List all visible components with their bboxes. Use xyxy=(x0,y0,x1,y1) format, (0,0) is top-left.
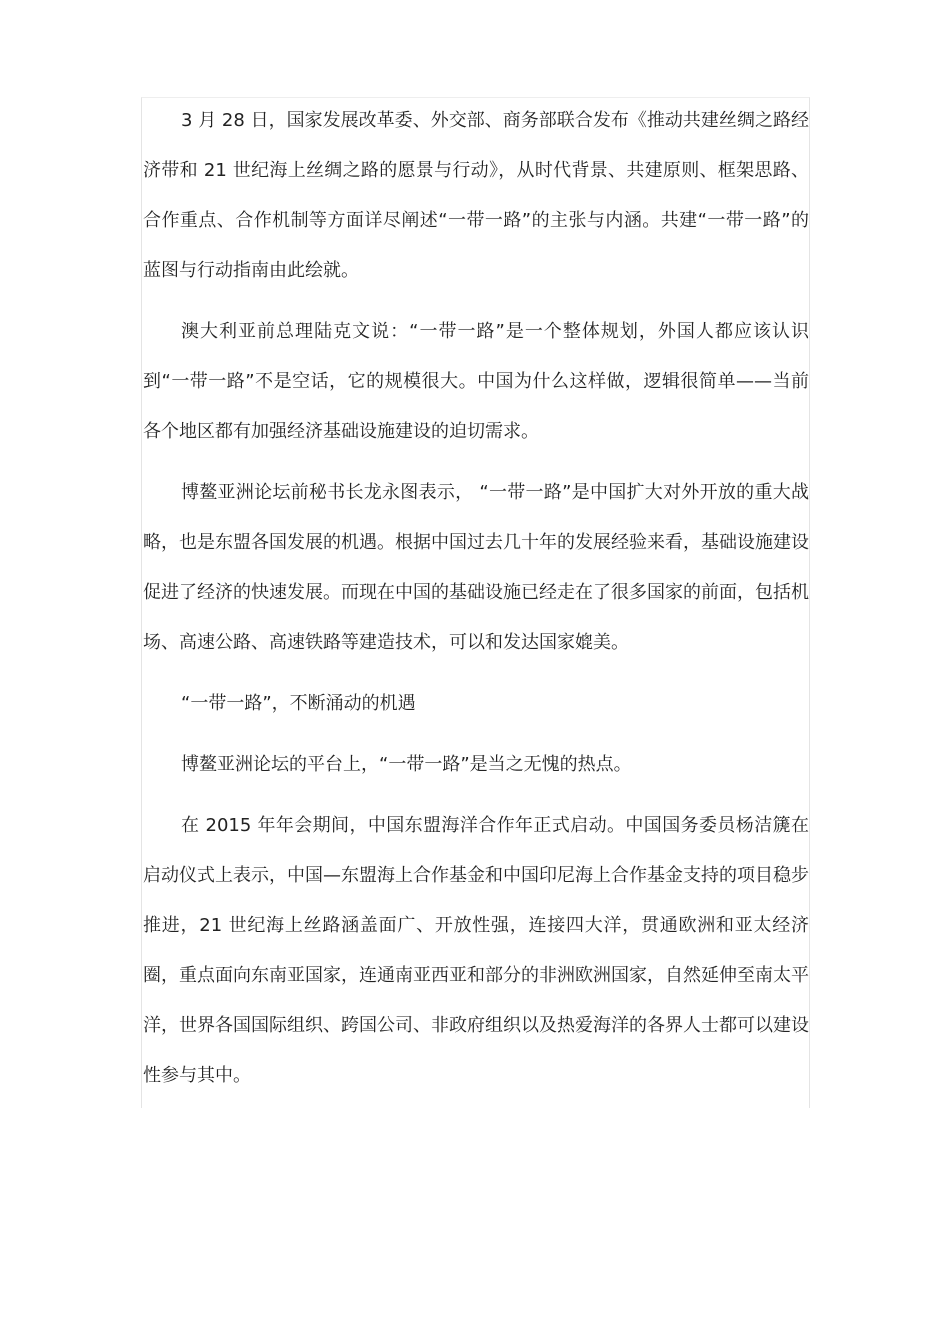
paragraph-4: 博鳌亚洲论坛的平台上，“一带一路”是当之无愧的热点。 xyxy=(181,754,632,775)
paragraph-5: 在 2015 年年会期间，中国东盟海洋合作年正式启动。中国国务委员杨洁篪在启动仪式上表示，中国—东盟海上合作基金和中国印尼海上合作基金支持的项目稳步推进，21 世纪海上丝路涵盖面广、开放性强，连接四大洋，贯通欧洲和亚太经济圈，重点面向东南亚国家，连通南亚西亚和部分的非洲欧洲国家，自然延伸至南太平洋，世界各国国际组织、跨国公司、非政府组织以及热爱海洋的各界人士都可以建设性参与其中。 xyxy=(143,815,809,1086)
article-body xyxy=(143,96,809,1112)
paragraph-3: 博鳌亚洲论坛前秘书长龙永图表示， “一带一路”是中国扩大对外开放的重大战略，也是东盟各国发展的机遇。根据中国过去几十年的发展经验来看，基础设施建设促进了经济的快速发展。而现在中国的基础设施已经走在了很多国家的前面，包括机场、高速公路、高速铁路等建造技术，可以和发达国家媲美。 xyxy=(143,482,809,653)
paragraph-2: 澳大利亚前总理陆克文说：“一带一路”是一个整体规划，外国人都应该认识到“一带一路”不是空话，它的规模很大。中国为什么这样做，逻辑很简单——当前各个地区都有加强经济基础设施建设的迫切需求。 xyxy=(143,321,809,442)
paragraph-1: 3 月 28 日，国家发展改革委、外交部、商务部联合发布《推动共建丝绸之路经济带和 21 世纪海上丝绸之路的愿景与行动》，从时代背景、共建原则、框架思路、合作重点、合作机制等方面详尽阐述“一带一路”的主张与内涵。共建“一带一路”的蓝图与行动指南由此绘就。 xyxy=(143,110,809,281)
section-heading: “一带一路”，不断涌动的机遇 xyxy=(181,693,416,714)
